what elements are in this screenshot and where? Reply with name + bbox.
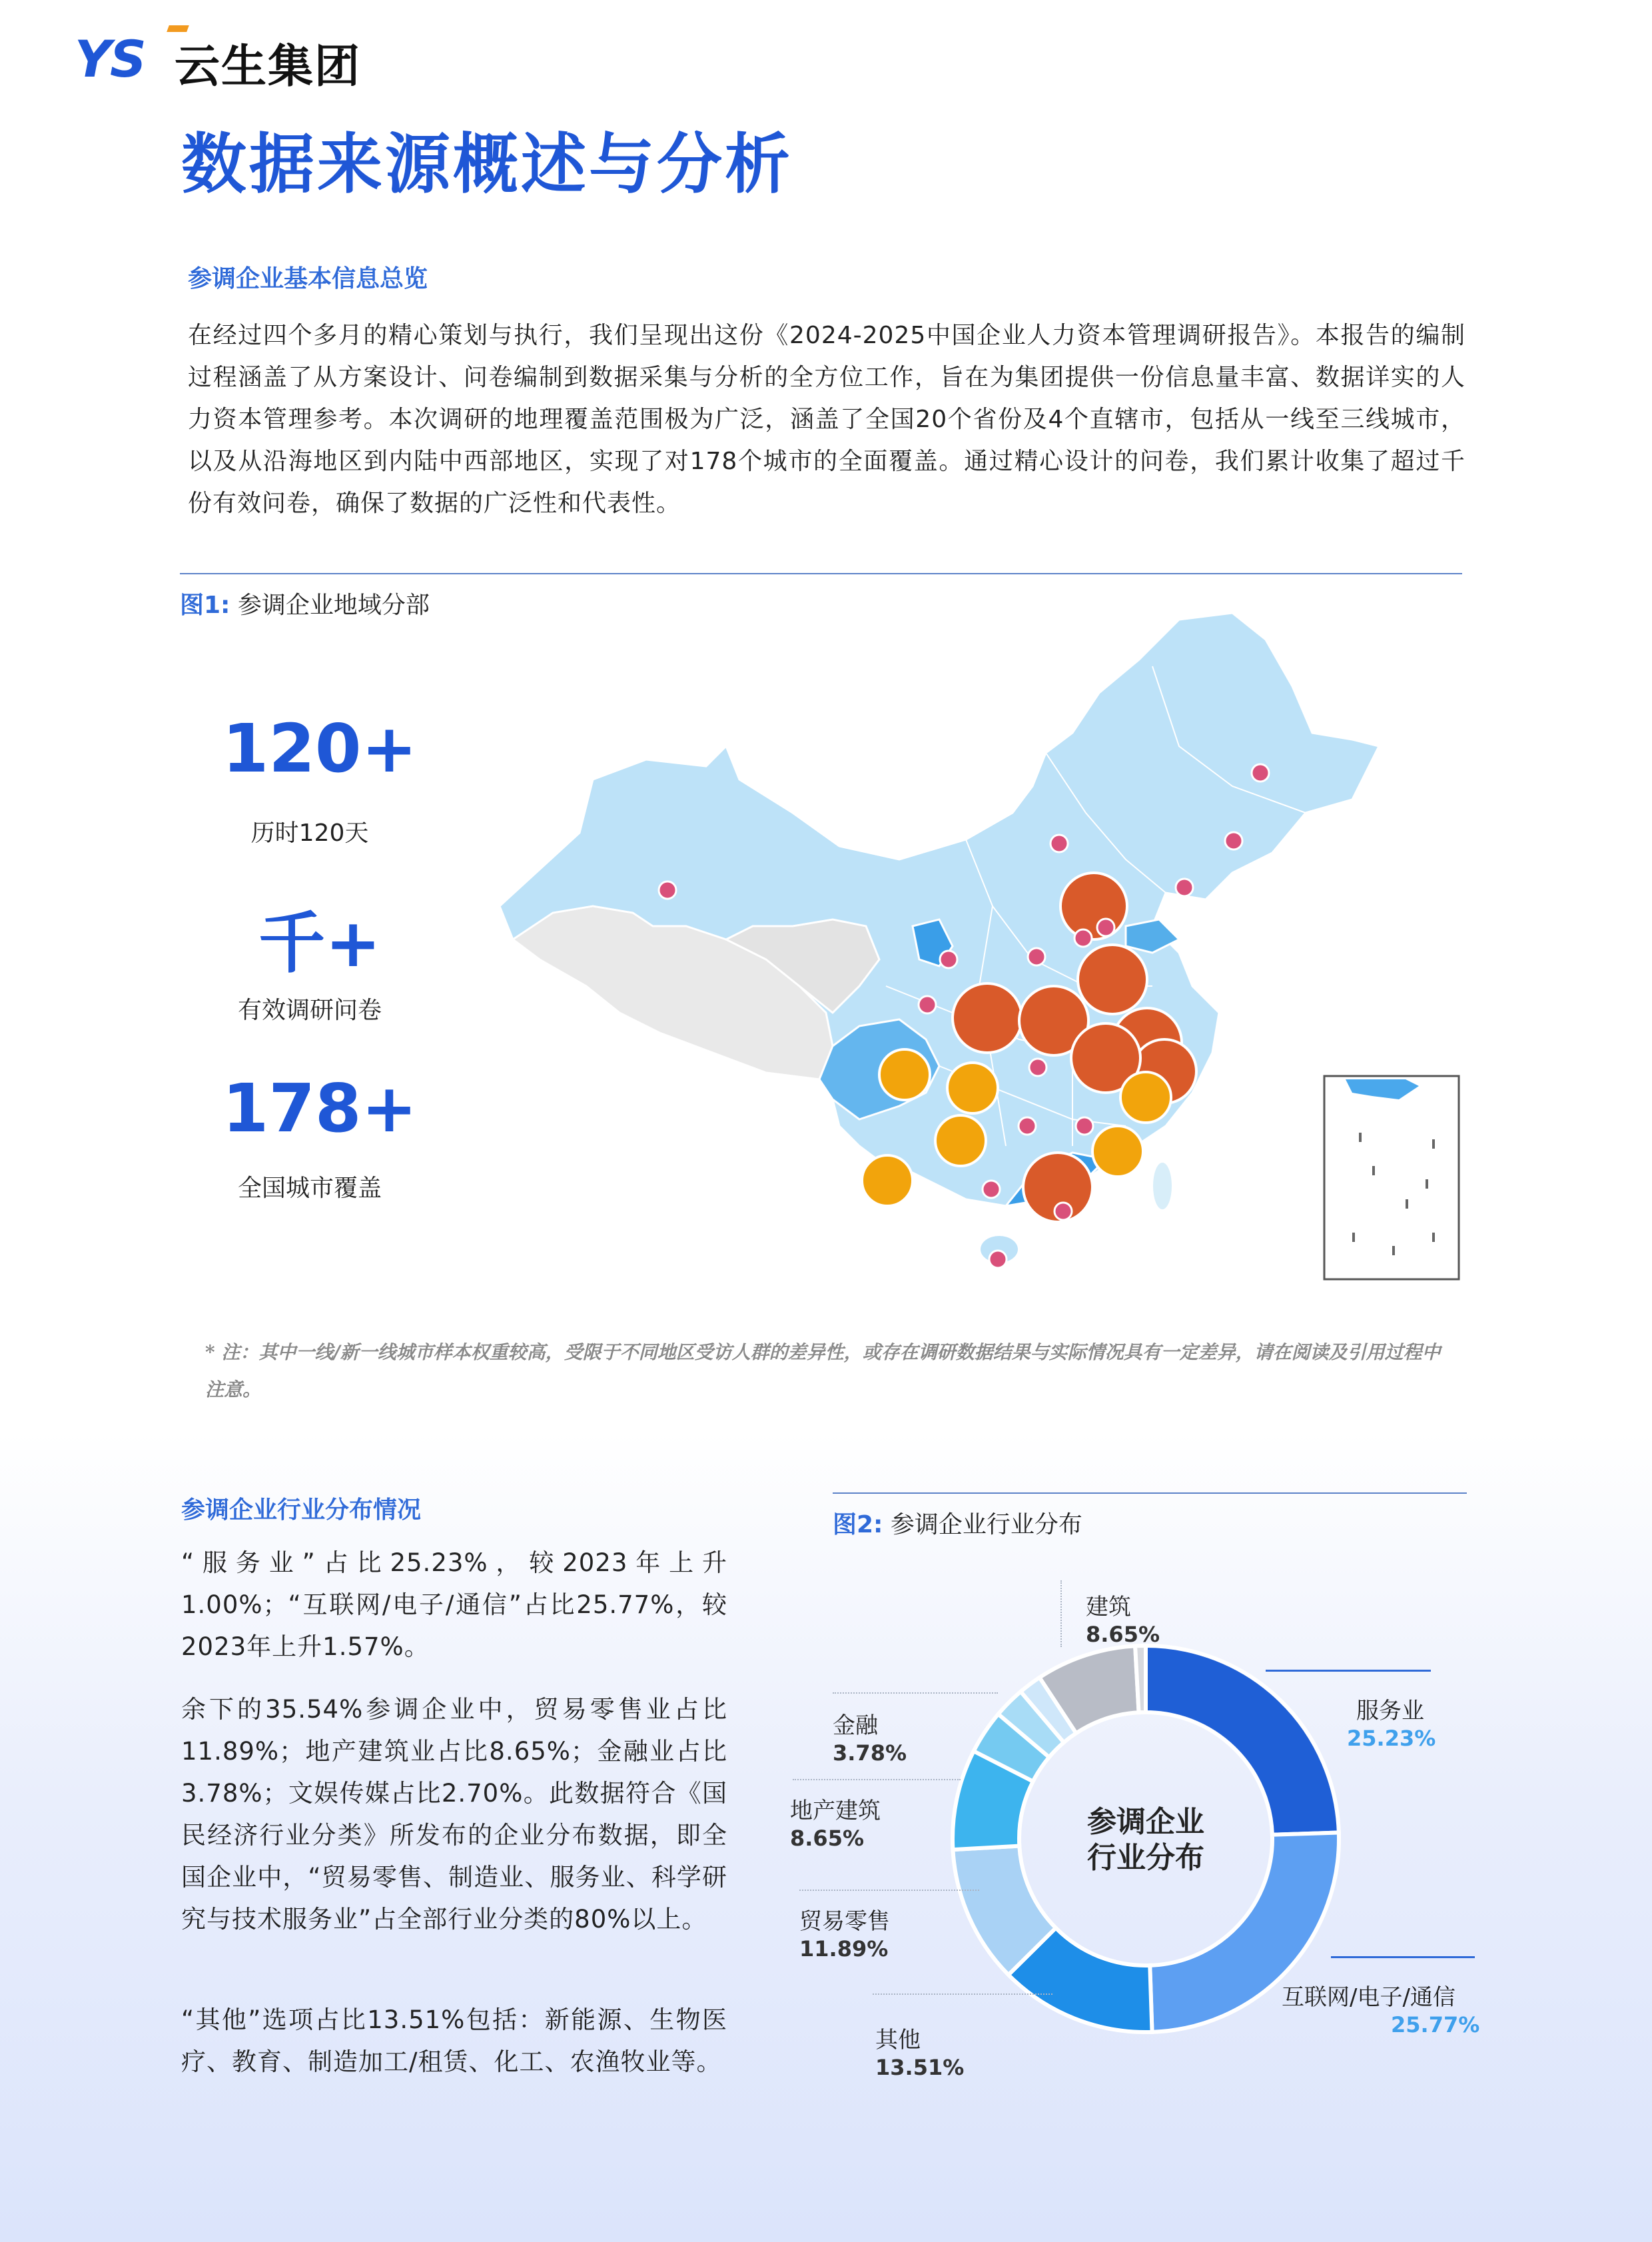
leader-jianzhu (1060, 1580, 1062, 1647)
pie-value-finance: 3.78% (833, 1740, 907, 1766)
china-map (486, 613, 1465, 1286)
pie-label-retail: 贸易零售 (799, 1908, 890, 1935)
donut-center-line-2: 行业分布 (1087, 1841, 1204, 1875)
map-marker-beijing (1060, 873, 1127, 939)
map-marker-zhejiang (1120, 1072, 1171, 1123)
stat-value-cities: 178+ (222, 1069, 418, 1147)
pie-value-realestate: 8.65% (790, 1826, 865, 1851)
stat-label-surveys: 有效调研问卷 (237, 997, 382, 1024)
figure2-caption (833, 1506, 1082, 1540)
map-marker-sichuan (879, 1049, 930, 1100)
section2-paragraph-3: “其他”选项占比13.51%包括：新能源、生物医疗、教育、制造加工/租赁、化工、农渔牧业等。 (181, 2005, 727, 2076)
page-title: 数据来源概述与分析 (181, 127, 793, 203)
pie-label-realestate: 地产建筑 (790, 1798, 881, 1824)
logo-company-name: 云生集团 (175, 41, 362, 93)
divider-figure1 (180, 573, 1462, 574)
stat-value-surveys: 千+ (258, 904, 381, 982)
map-marker-yunnan (862, 1155, 913, 1206)
map-marker-shandong (1078, 945, 1147, 1014)
figure1-caption-num: 图1: (180, 592, 230, 619)
intro-paragraph: 在经过四个多月的精心策划与执行，我们呈现出这份《2024-2025中国企业人力资本管理调研报告》。本报告的编制过程涵盖了从方案设计、问卷编制到数据采集与分析的全方位工作，旨在为集团提供一份信息量丰富、数据详实的人力资本管理参考。本次调研的地理覆盖范围极为广泛，涵盖了全国20个省份及4个直辖市，包括从一线至三线城市，以及从沿海地区到内陆中西部地区，实现了对178个城市的全面覆盖。通过精心设计的问卷，我们累计收集了超过千份有效问卷，确保了数据的广泛性和代表性。 (188, 322, 1465, 517)
section2-paragraph-2: 余下的35.54%参调企业中，贸易零售业占比11.89%；地产建筑业占比8.65%；金融业占比3.78%；文娱传媒占比2.70%。此数据符合《国民经济行业分类》所发布的企业分布数据，即全国企业中，“贸易零售、制造业、服务业、科学研究与技术服务业”占全部行业分类的80%以上。 (181, 1695, 727, 1934)
pie-label-service: 服务业 (1356, 1698, 1424, 1724)
stat-value-days: 120+ (222, 710, 418, 788)
map-marker-shaanxi (953, 983, 1022, 1053)
map-marker-chongqing (947, 1063, 998, 1113)
leader-other (873, 1993, 1052, 1995)
stat-label-days: 历时120天 (250, 820, 369, 847)
figure1-caption-text: 参调企业地域分部 (237, 592, 430, 619)
figure2-caption-num: 图2: (833, 1511, 883, 1538)
pie-value-retail: 11.89% (799, 1936, 889, 1962)
divider-figure2 (833, 1492, 1467, 1494)
pie-value-service: 25.23% (1347, 1726, 1436, 1751)
map-taiwan (1153, 1163, 1172, 1209)
section2-paragraph-1: “服务业”占比25.23%，较2023年上升1.00%；“互联网/电子/通信”占比25.77%，较2023年上升1.57%。 (181, 1548, 727, 1661)
map-inset-south-sea (1324, 1076, 1459, 1279)
stat-label-cities: 全国城市覆盖 (237, 1175, 382, 1202)
pie-label-jianzhu: 建筑 (1086, 1594, 1131, 1620)
brand-logo (75, 25, 381, 92)
leader-finance (833, 1692, 998, 1694)
pie-value-other: 13.51% (875, 2055, 965, 2080)
pie-label-internet: 互联网/电子/通信 (1282, 1984, 1455, 2011)
footnote: * 注：其中一线/新一线城市样本权重较高，受限于不同地区受访人群的差异性，或存在调研数据结果与实际情况具有一定差异，请在阅读及引用过程中注意。 (205, 1341, 1441, 1401)
donut-slice-10 (1135, 1646, 1146, 1712)
pie-value-jianzhu: 8.65% (1086, 1622, 1160, 1647)
figure1-caption (180, 586, 430, 620)
map-landmass (500, 613, 1379, 1206)
leader-service (1266, 1670, 1431, 1672)
figure2-caption-text: 参调企业行业分布 (890, 1511, 1082, 1538)
leader-realestate (793, 1779, 961, 1780)
map-marker-fujian (1092, 1126, 1143, 1177)
pie-label-finance: 金融 (833, 1712, 878, 1739)
donut-center-label (1046, 1804, 1246, 1876)
section1-title: 参调企业基本信息总览 (188, 265, 428, 292)
logo-ys: YS (75, 29, 145, 89)
section2-title: 参调企业行业分布情况 (181, 1496, 422, 1524)
pie-label-other: 其他 (875, 2027, 921, 2053)
leader-retail (799, 1890, 979, 1891)
map-marker-hunan (935, 1115, 986, 1166)
leader-internet (1331, 1956, 1475, 1958)
donut-center-line-1: 参调企业 (1087, 1805, 1204, 1839)
pie-value-internet: 25.77% (1391, 2012, 1480, 2037)
